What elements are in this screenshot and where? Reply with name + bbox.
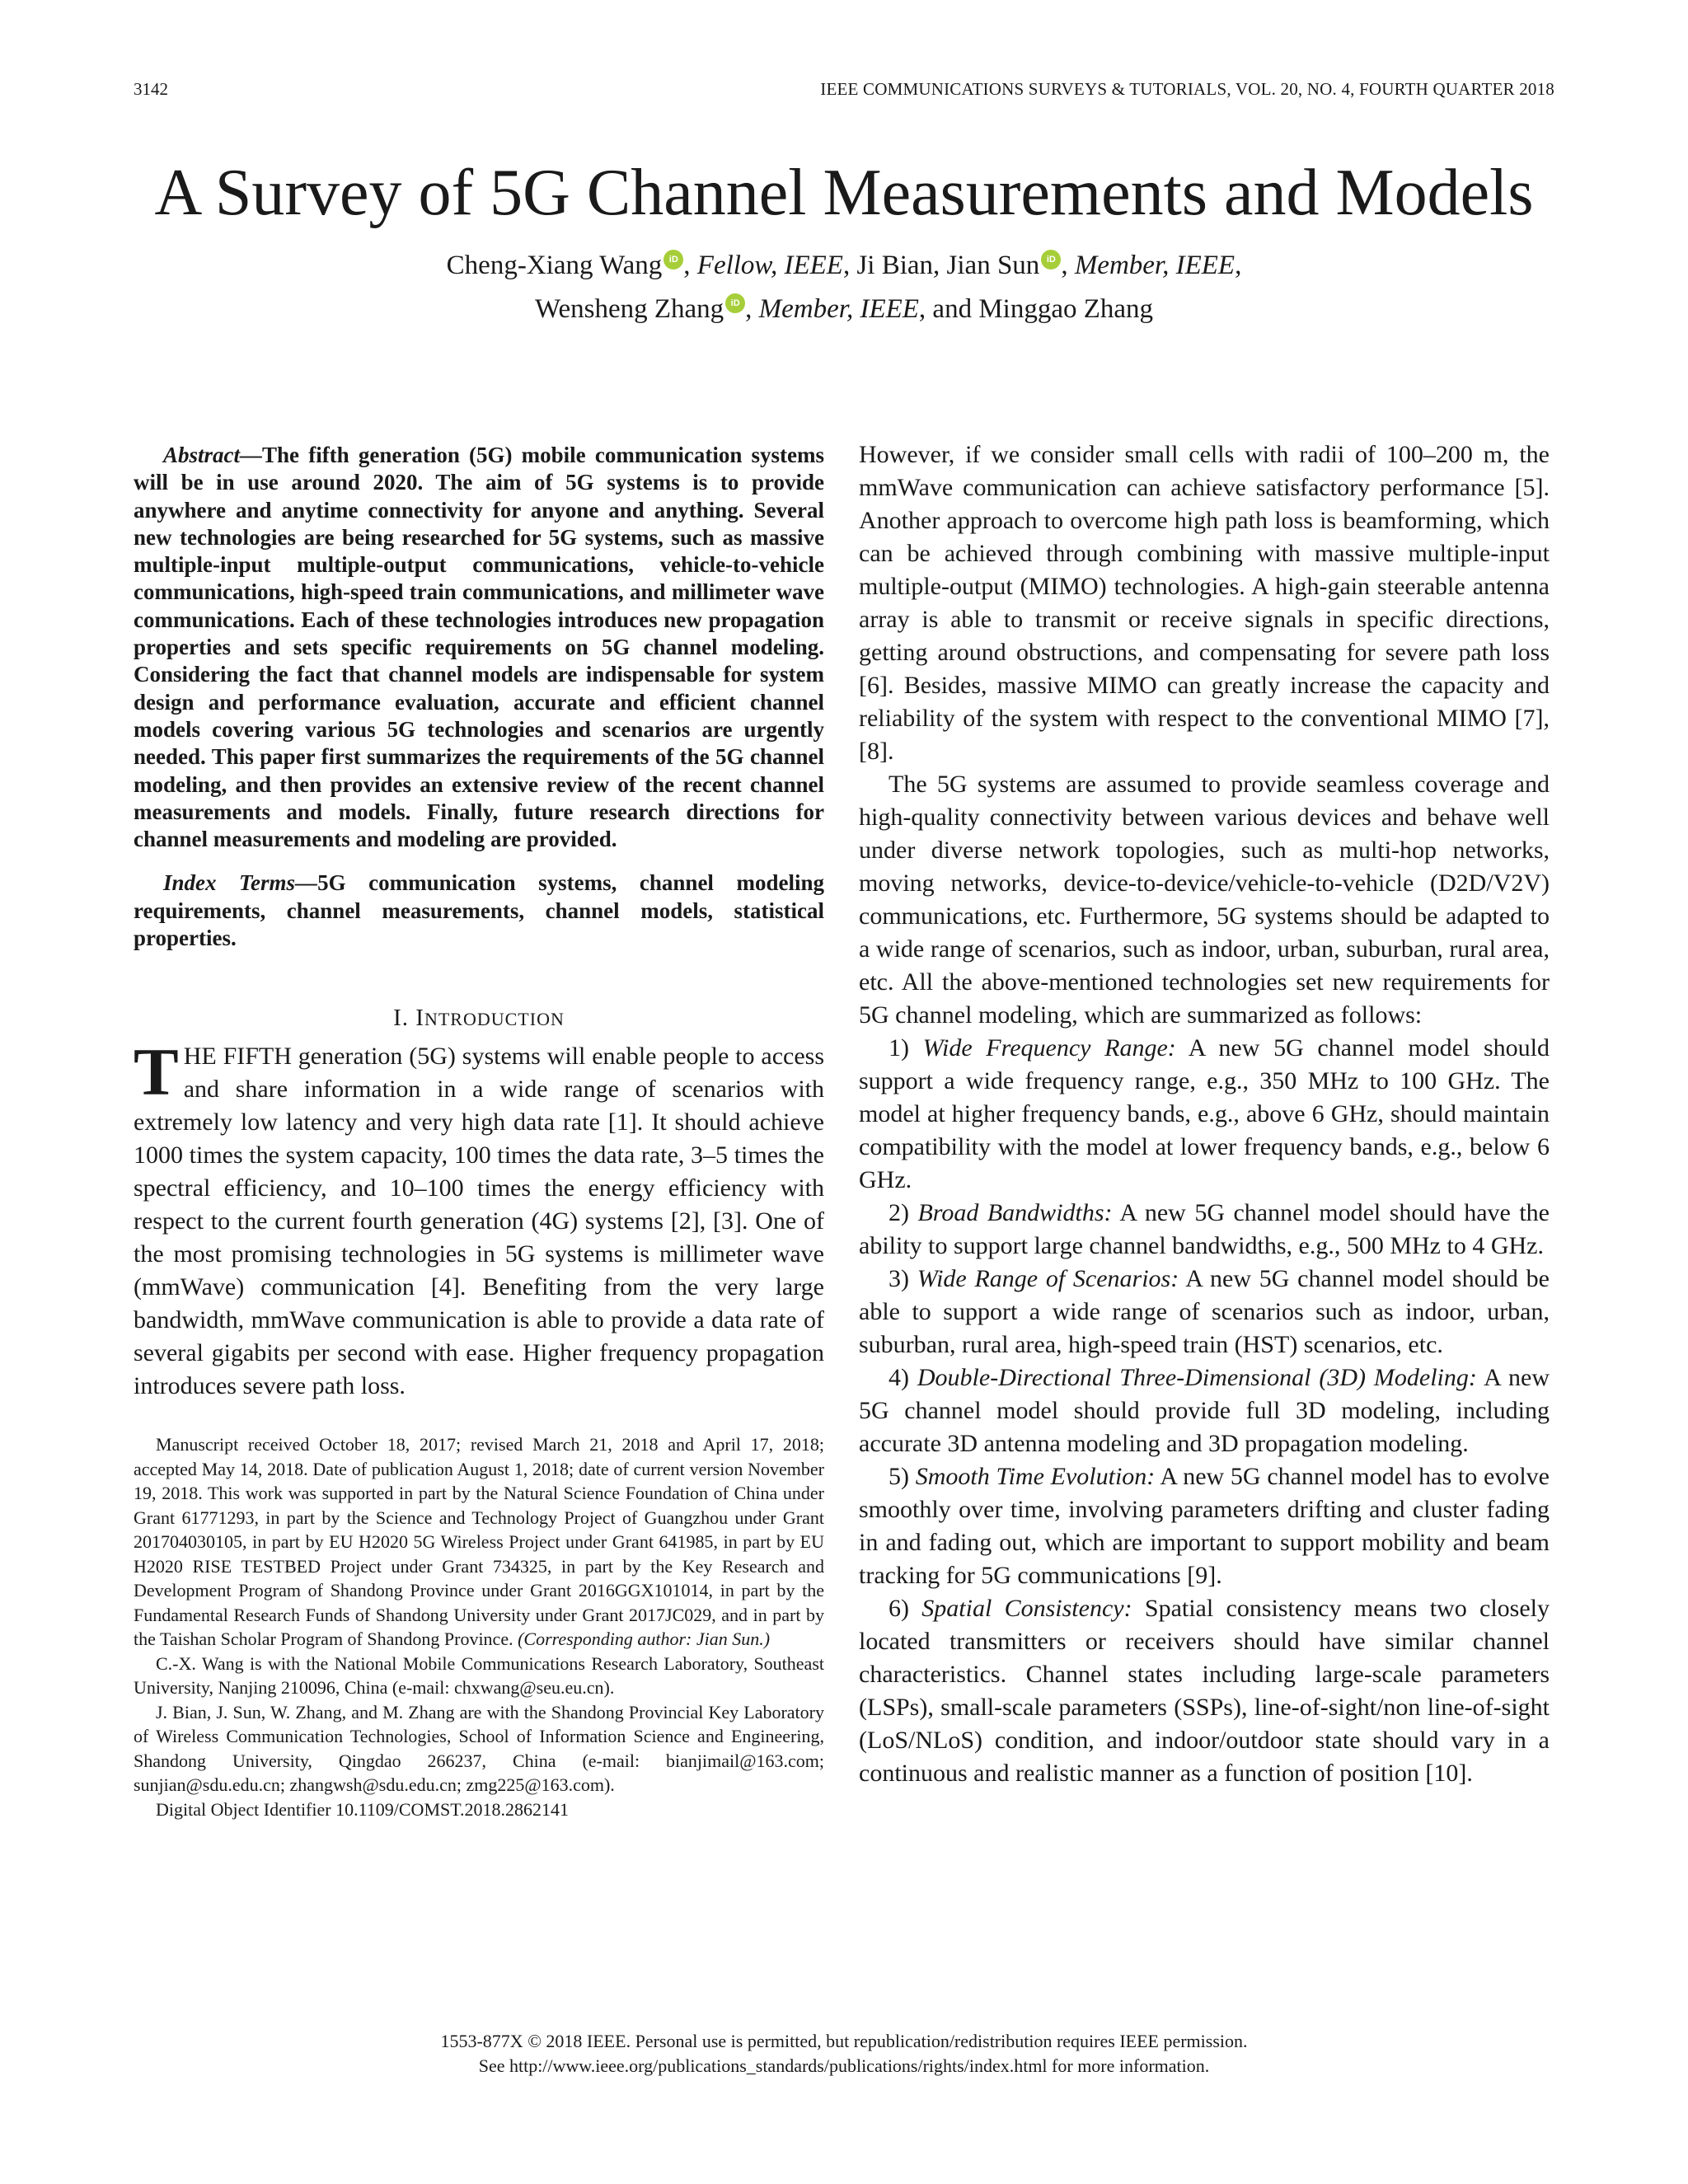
section-title: NTRODUCTION xyxy=(424,1009,565,1030)
body-paragraph-2: The 5G systems are assumed to provide seamless coverage and high-quality connectivity between various devices and behave well under diverse network topologies, such as multi-hop networks, moving networks, device-to-device/vehicle-to-vehicle (D2D/V2V) communications, etc. Furthermore, 5G systems should be adapted to a wide range of scenarios, such as indoor, urban, suburban, rural area, etc. All the above-mentioned technologies set new requirements for 5G channel modeling, which are summarized as follows: xyxy=(859,771,1550,1029)
item-text: A new 5G channel model should have the ability to support large channel bandwidths, e.g., 500 MHz to 4 GHz. xyxy=(859,1199,1550,1259)
item-title: Double-Directional Three-Dimensional (3D) Modeling: xyxy=(917,1364,1477,1391)
requirement-item-1 xyxy=(859,1032,1550,1197)
item-title: Broad Bandwidths: xyxy=(917,1199,1113,1226)
author-name: Minggao Zhang xyxy=(978,294,1154,324)
copyright-text: 2018 IEEE. Personal use is permitted, but republication/redistribution requires IEEE permission. xyxy=(541,2031,1248,2051)
item-text: A new 5G channel model should provide full 3D modeling, including accurate 3D antenna modeling and 3D propagation modeling. xyxy=(859,1364,1550,1457)
requirement-item-6 xyxy=(859,1592,1550,1790)
author-conjunction: and xyxy=(932,294,973,324)
left-column xyxy=(134,442,824,1821)
paper-title: A Survey of 5G Channel Measurements and Models xyxy=(154,157,1534,229)
author-role: Fellow, IEEE xyxy=(696,251,843,280)
footnote-affiliation-wang: C.-X. Wang is with the National Mobile Communications Research Laboratory, Southeast University, Nanjing 210096, China (e-mail: chxwang@seu.eu.cn). xyxy=(134,1652,824,1699)
author-name: Cheng-Xiang Wang xyxy=(446,251,663,280)
item-text: A new 5G channel model should be able to support a wide range of scenarios such as indoor, urban, suburban, rural area, high-speed train (HST) scenarios, etc. xyxy=(859,1265,1550,1358)
item-number: 1) xyxy=(889,1034,923,1062)
section-heading-introduction xyxy=(134,1005,824,1032)
orcid-icon[interactable]: iD xyxy=(1041,250,1061,269)
requirement-item-4 xyxy=(859,1361,1550,1460)
item-title: Wide Range of Scenarios: xyxy=(917,1265,1179,1292)
copyright-line-1 xyxy=(0,2029,1688,2054)
introduction-paragraph: THE FIFTH generation (5G) systems will enable people to access and share information in a wide range of scenarios with extremely low latency and very high data rate [1]. It should achieve 1000 times the system capacity, 100 times the data rate, 3–5 times the spectral efficiency, and 10–100 times the energy efficiency with respect to the current fourth generation (4G) systems [2], [3]. One of the most promising technologies in 5G systems is millimeter wave (mmWave) communication [4]. Benefiting from the very large bandwidth, mmWave communication is able to provide a data rate of several gigabits per second with ease. Higher frequency propagation introduces severe path loss. xyxy=(134,1034,824,1400)
body-paragraph-1: However, if we consider small cells with radii of 100–200 m, the mmWave communication can achieve satisfactory performance [5]. Another approach to overcome high path loss is beamforming, which can be achieved through combining with massive multiple-input multiple-output (MIMO) technologies. A high-gain steerable antenna array is able to transmit or receive signals in specific directions, getting around obstructions, and compensating for severe path loss [6]. Besides, massive MIMO can greatly increase the capacity and reliability of the system with respect to the conventional MIMO [7], [8]. xyxy=(859,441,1550,765)
item-number: 6) xyxy=(889,1595,922,1622)
abstract xyxy=(134,442,824,853)
issn: 1553-877X xyxy=(440,2031,528,2051)
item-number: 4) xyxy=(889,1364,917,1391)
page-number: 3142 xyxy=(134,79,168,99)
footnote-manuscript-text: Manuscript received October 18, 2017; revised March 21, 2018 and April 17, 2018; accepted May 14, 2018. Date of publication August 1, 2018; date of current version November 19, 2018. This work was supported in part by the Natural Science Foundation of China under Grant 61771293, in part by the Science and Technology Project of Guangzhou under Grant 201704030105, in part by EU H2020 5G Wireless Project under Grant 641985, in part by EU H2020 RISE TESTBED Project under Grant 734325, in part by the Key Research and Development Program of Shandong Province under Grant 2016GGX101014, in part by the Fundamental Research Funds of Shandong University under Grant 2017JC029, and in part by the Taishan Scholar Program of Shandong Province. xyxy=(134,1434,824,1650)
copyright-line-2[interactable]: See http://www.ieee.org/publications_standards/publications/rights/index.html for more information. xyxy=(478,2055,1210,2076)
item-title: Spatial Consistency: xyxy=(921,1595,1132,1622)
author-role: Member, IEEE xyxy=(1074,251,1236,280)
running-header: IEEE COMMUNICATIONS SURVEYS & TUTORIALS, VOL. 20, NO. 4, FOURTH QUARTER 2018 xyxy=(820,79,1554,99)
orcid-icon[interactable]: iD xyxy=(725,293,745,313)
corresponding-author: (Corresponding author: Jian Sun.) xyxy=(518,1629,771,1650)
item-text: Spatial consistency means two closely located transmitters or receivers should have similar channel characteristics. Channel states including large-scale parameters (LSPs), small-scale parameters (SSPs), line-of-sight/non line-of-sight (LoS/NLoS) condition, and indoor/outdoor state should vary in a continuous and realistic manner as a function of position [10]. xyxy=(859,1595,1550,1787)
footnote-manuscript xyxy=(134,1432,824,1652)
author-role: Member, IEEE xyxy=(758,294,919,324)
author-line-1: Cheng-Xiang Wang iD , Fellow, IEEE, Ji Bian, Jian Sun iD , Member, IEEE, xyxy=(446,251,1242,280)
requirement-item-5 xyxy=(859,1460,1550,1592)
item-text: A new 5G channel model has to evolve smoothly over time, involving parameters drifting and cluster fading in and fading out, which are important to support mobility and beam tracking for 5G communications [9]. xyxy=(859,1463,1550,1589)
orcid-icon[interactable]: iD xyxy=(663,250,683,269)
abstract-label: Abstract— xyxy=(163,443,263,467)
item-text: A new 5G channel model should support a wide frequency range, e.g., 350 MHz to 100 GHz. The model at higher frequency bands, e.g., above 6 GHz, should maintain compatibility with the model at lower frequency bands, e.g., below 6 GHz. xyxy=(859,1034,1550,1193)
index-terms-text: 5G communication systems, channel modeling requirements, channel measurements, channel models, statistical properties. xyxy=(134,870,824,951)
footnote-doi: Digital Object Identifier 10.1109/COMST.2018.2862141 xyxy=(156,1798,570,1820)
section-numeral: I. I xyxy=(393,1005,424,1032)
author-name: Jian Sun xyxy=(946,251,1040,280)
item-number: 3) xyxy=(889,1265,917,1292)
right-column xyxy=(859,438,1550,1790)
index-terms xyxy=(134,869,824,952)
copyright-notice xyxy=(0,2029,1688,2079)
copyright-symbol-icon: © xyxy=(528,2031,542,2051)
item-number: 2) xyxy=(889,1199,918,1226)
abstract-text: The fifth generation (5G) mobile communication systems will be in use around 2020. The aim of 5G systems is to provide anywhere and anytime connectivity for anyone and anything. Several new technologies are being researched for 5G systems, such as massive multiple-input multiple-output communications, vehicle-to-vehicle communications, high-speed train communications, and millimeter wave communications. Each of these technologies introduces new propagation properties and sets specific requirements on 5G channel modeling. Considering the fact that channel models are indispensable for system design and performance evaluation, accurate and efficient channel models covering various 5G technologies and scenarios are urgently needed. This paper first summarizes the requirements of the 5G channel modeling, and then provides an extensive review of the recent channel measurements and models. Finally, future research directions for channel measurements and modeling are provided. xyxy=(134,443,824,852)
item-title: Smooth Time Evolution: xyxy=(915,1463,1156,1490)
footnote-affiliation-others: J. Bian, J. Sun, W. Zhang, and M. Zhang are with the Shandong Provincial Key Laboratory of Wireless Communication Technologies, School of Information Science and Engineering, Shandong University, Qingdao 266237, China (e-mail: bianjimail@163.com; sunjian@sdu.edu.cn; zhangwsh@sdu.edu.cn; zmg225@163.com). xyxy=(134,1701,824,1796)
index-terms-label: Index Terms— xyxy=(163,870,318,896)
item-number: 5) xyxy=(889,1463,916,1490)
footnotes xyxy=(134,1432,824,1821)
requirement-item-2 xyxy=(859,1197,1550,1263)
author-list xyxy=(0,244,1688,331)
author-name: Ji Bian xyxy=(856,251,934,280)
author-line-2: Wensheng Zhang iD , Member, IEEE, and Minggao Zhang xyxy=(534,294,1154,324)
item-title: Wide Frequency Range: xyxy=(922,1034,1176,1062)
requirement-item-3 xyxy=(859,1263,1550,1361)
author-name: Wensheng Zhang xyxy=(534,294,724,324)
